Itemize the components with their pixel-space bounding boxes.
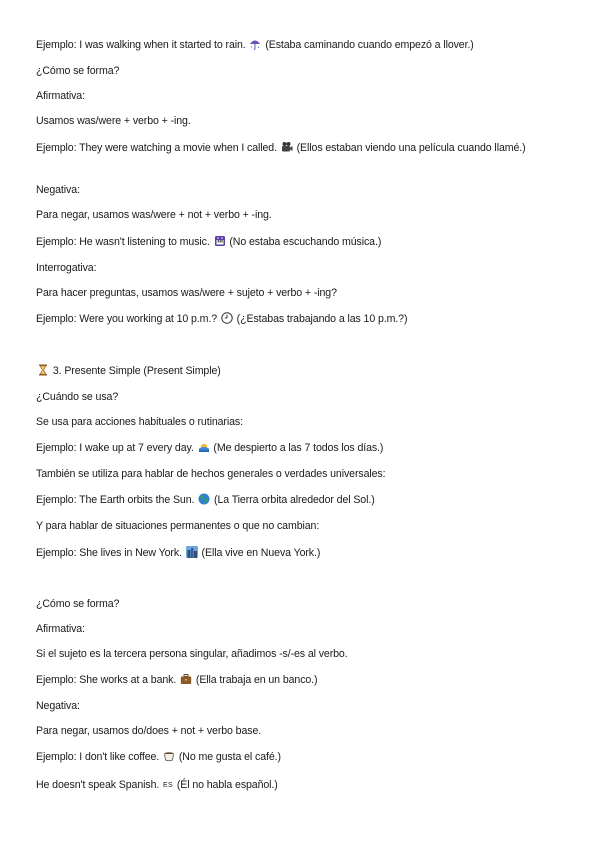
usage-permanent-situations: Y para hablar de situaciones permanentes o que no cambian: [36,520,320,532]
umbrella-rain-icon [249,38,261,50]
example-present-simple-wake: Ejemplo: I wake up at 7 every day. (Me despierto a las 7 todos los días.) [36,442,384,454]
heading-afirmativa: Afirmativa: [36,90,85,102]
usage-habitual: Se usa para acciones habituales o rutinarias: [36,416,243,428]
example-present-simple-earth: Ejemplo: The Earth orbits the Sun. (La Tierra orbita alrededor del Sol.) [36,494,375,506]
rule-negative-present: Para negar, usamos do/does + not + verbo base. [36,725,262,737]
coffee-cup-icon [163,750,175,762]
heading-negativa: Negativa: [36,184,80,196]
rule-interrogative: Para hacer preguntas, usamos was/were + sujeto + verbo + -ing? [36,287,337,299]
spanish-flag-label: ES [163,782,173,789]
movie-camera-icon [281,141,293,153]
example-present-simple-bank: Ejemplo: She works at a bank. (Ella trabaja en un banco.) [36,674,318,686]
sunrise-icon [198,441,210,453]
example-past-continuous-working: Ejemplo: Were you working at 10 p.m.? (¿Estabas trabajando a las 10 p.m.?) [36,313,408,325]
example-past-continuous-music: Ejemplo: He wasn't listening to music. (No estaba escuchando música.) [36,236,382,248]
clock-icon [221,312,233,324]
example-present-simple-coffee: Ejemplo: I don't like coffee. (No me gusta el café.) [36,751,281,763]
globe-icon [198,493,210,505]
musical-keyboard-icon [214,235,226,247]
example-past-continuous-movie: Ejemplo: They were watching a movie when I called. (Ellos estaban viendo una película cuando llamé.) [36,142,526,154]
rule-negative: Para negar, usamos was/were + not + verbo + -ing. [36,209,272,221]
heading-negativa-2: Negativa: [36,700,80,712]
rule-third-person: Si el sujeto es la tercera persona singular, añadimos -s/-es al verbo. [36,648,348,660]
cityscape-icon [186,546,198,558]
example-present-simple-spanish: He doesn't speak Spanish. ES (Él no habla español.) [36,779,278,791]
example-present-simple-newyork: Ejemplo: She lives in New York. (Ella vive en Nueva York.) [36,547,321,559]
briefcase-icon [180,673,192,685]
section-heading-present-simple: 3. Presente Simple (Present Simple) [36,364,566,380]
heading-interrogativa: Interrogativa: [36,262,97,274]
heading-afirmativa-2: Afirmativa: [36,623,85,635]
example-past-continuous-rain: Ejemplo: I was walking when it started to rain. (Estaba caminando cuando empezó a llover.) [36,39,474,51]
hourglass-icon [37,364,49,376]
heading-como-se-forma-2: ¿Cómo se forma? [36,598,120,610]
rule-affirmative: Usamos was/were + verbo + -ing. [36,115,191,127]
heading-como-se-forma: ¿Cómo se forma? [36,65,120,77]
usage-general-truths: También se utiliza para hablar de hechos generales o verdades universales: [36,468,386,480]
heading-cuando-se-usa: ¿Cuándo se usa? [36,391,119,403]
